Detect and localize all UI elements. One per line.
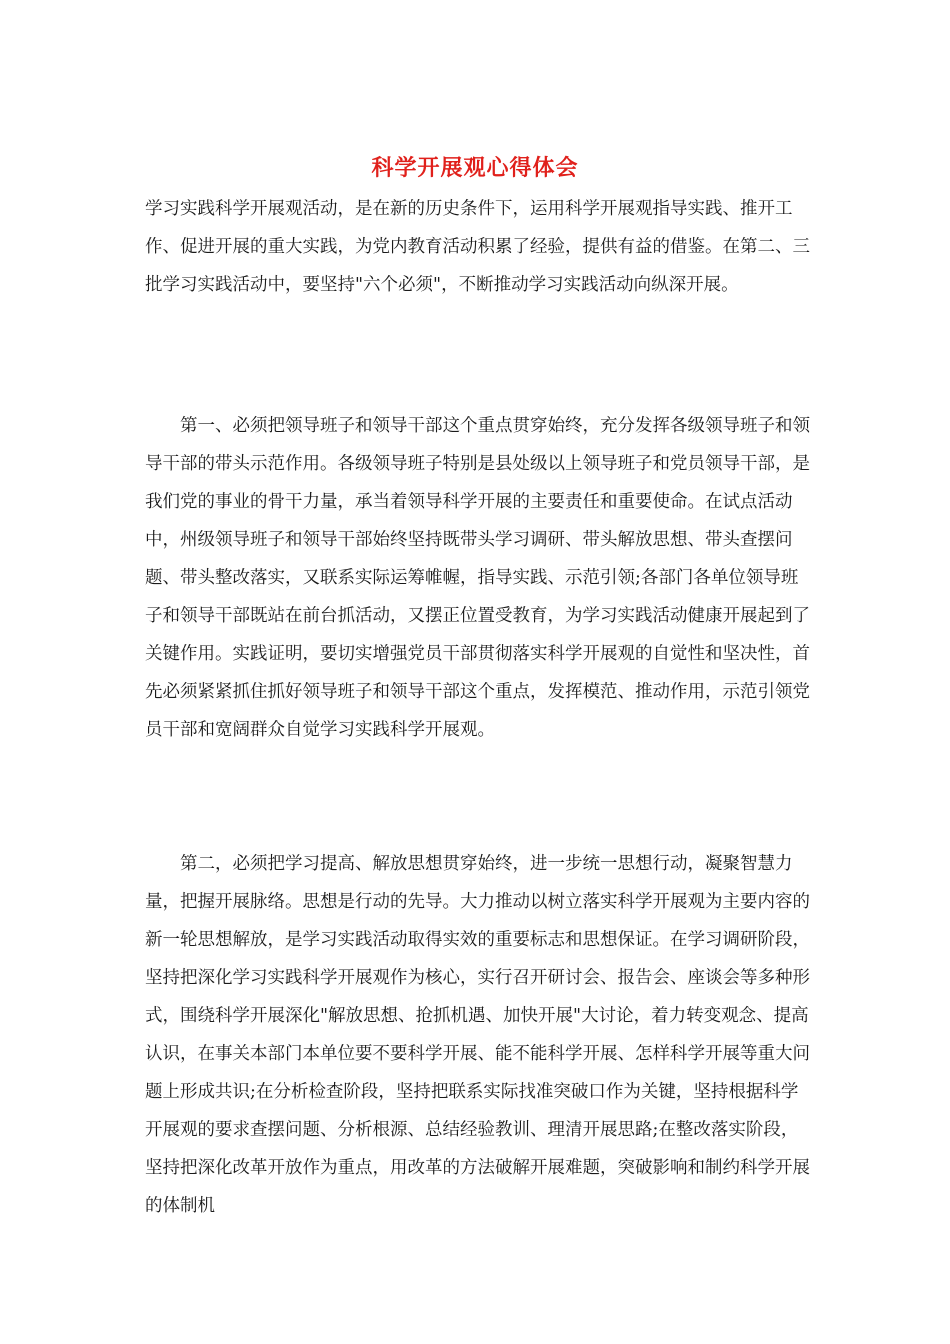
document-title: 科学开展观心得体会 <box>371 155 579 181</box>
paragraph-intro: 学习实践科学开展观活动，是在新的历史条件下，运用科学开展观指导实践、推开工作、促进开展的重大实践，为党内教育活动积累了经验，提供有益的借鉴。在第二、三批学习实践活动中，要坚持"六个必须"，不断推动学习实践活动向纵深开展。 <box>145 199 810 295</box>
paragraph-second: 第二，必须把学习提高、解放思想贯穿始终，进一步统一思想行动，凝聚智慧力量，把握开展脉络。思想是行动的先导。大力推动以树立落实科学开展观为主要内容的新一轮思想解放，是学习实践活动取得实效的重要标志和思想保证。在学习调研阶段，坚持把深化学习实践科学开展观作为核心，实行召开研讨会、报告会、座谈会等多种形式，围绕科学开展深化"解放思想、抢抓机遇、加快开展"大讨论，着力转变观念、提高认识，在事关本部门本单位要不要科学开展、能不能科学开展、怎样科学开展等重大问题上形成共识;在分析检查阶段，坚持把联系实际找准突破口作为关键，坚持根据科学开展观的要求查摆问题、分析根源、总结经验教训、理清开展思路;在整改落实阶段，坚持把深化改革开放作为重点，用改革的方法破解开展难题，突破影响和制约科学开展的体制机 <box>145 854 810 1216</box>
paragraph-first: 第一、必须把领导班子和领导干部这个重点贯穿始终，充分发挥各级领导班子和领导干部的带头示范作用。各级领导班子特别是县处级以上领导班子和党员领导干部，是我们党的事业的骨干力量，承当着领导科学开展的主要责任和重要使命。在试点活动中，州级领导班子和领导干部始终坚持既带头学习调研、带头解放思想、带头查摆问题、带头整改落实，又联系实际运筹帷幄，指导实践、示范引领;各部门各单位领导班子和领导干部既站在前台抓活动，又摆正位置受教育，为学习实践活动健康开展起到了关键作用。实践证明，要切实增强党员干部贯彻落实科学开展观的自觉性和坚决性，首先必须紧紧抓住抓好领导班子和领导干部这个重点，发挥模范、推动作用，示范引领党员干部和宽阔群众自觉学习实践科学开展观。 <box>145 416 810 740</box>
